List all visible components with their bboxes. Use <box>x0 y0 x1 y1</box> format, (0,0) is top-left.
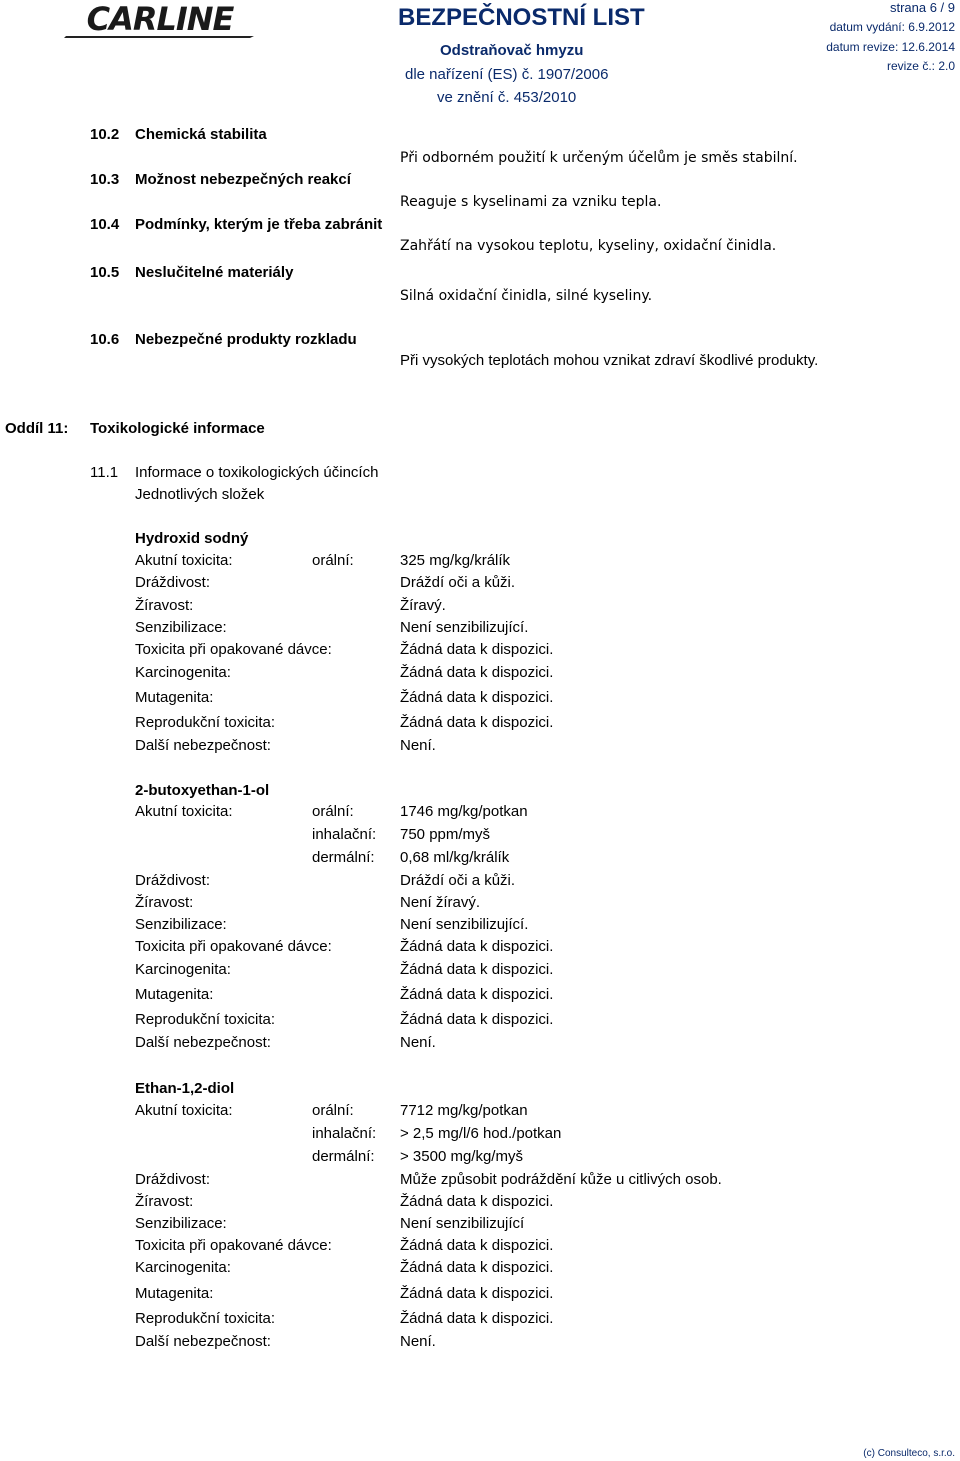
footer-copyright: (c) Consulteco, s.r.o. <box>863 1448 955 1459</box>
property-label: Senzibilizace: <box>135 1215 227 1232</box>
substance-name: 2-butoxyethan-1-ol <box>135 782 270 799</box>
section-10-6-number: 10.6 <box>90 331 120 348</box>
acute-toxicity-label: Akutní toxicita: <box>135 803 233 820</box>
subsection-11-1-title: Informace o toxikologických účincích <box>135 464 379 481</box>
property-label: Karcinogenita: <box>135 664 231 681</box>
property-label: Reprodukční toxicita: <box>135 1310 276 1327</box>
section-10-2-text: Při odborném použití k určeným účelům je směs stabilní. <box>400 150 798 166</box>
property-label: Dráždivost: <box>135 1171 211 1188</box>
route-label: dermální: <box>312 1148 375 1165</box>
property-value: Žádná data k dispozici. <box>400 1310 554 1327</box>
property-value: Není senzibilizující. <box>400 619 529 636</box>
property-label: Karcinogenita: <box>135 1259 231 1276</box>
logo-text: CARLINE <box>86 0 234 38</box>
revision-number: revize č.: 2.0 <box>886 59 955 73</box>
route-label: inhalační: <box>312 826 377 843</box>
property-label: Toxicita při opakované dávce: <box>135 641 332 658</box>
property-value: Žíravý. <box>400 597 446 614</box>
section-10-3-text: Reaguje s kyselinami za vzniku tepla. <box>400 194 662 210</box>
property-value: Dráždí oči a kůži. <box>400 574 516 591</box>
regulation-reference: dle nařízení (ES) č. 1907/2006 <box>405 66 609 83</box>
property-label: Karcinogenita: <box>135 961 231 978</box>
route-label: orální: <box>312 552 354 569</box>
section-11-title: Toxikologické informace <box>90 420 265 437</box>
route-value: 0,68 ml/kg/králík <box>400 849 510 866</box>
acute-toxicity-label: Akutní toxicita: <box>135 552 233 569</box>
section-10-6-text: Při vysokých teplotách mohou vznikat zdraví škodlivé produkty. <box>400 352 819 369</box>
property-label: Další nebezpečnost: <box>135 1034 271 1051</box>
property-label: Mutagenita: <box>135 689 214 706</box>
property-value: Žádná data k dispozici. <box>400 961 554 978</box>
revision-date: datum revize: 12.6.2014 <box>826 40 955 54</box>
property-value: Žádná data k dispozici. <box>400 689 554 706</box>
document-title: BEZPEČNOSTNÍ LIST <box>398 4 645 31</box>
section-10-4-title: Podmínky, kterým je třeba zabránit <box>135 216 383 233</box>
property-value: Není. <box>400 1034 436 1051</box>
property-label: Reprodukční toxicita: <box>135 714 276 731</box>
route-value: > 3500 mg/kg/myš <box>400 1148 523 1165</box>
subsection-11-1-subtitle: Jednotlivých složek <box>135 486 265 503</box>
property-label: Reprodukční toxicita: <box>135 1011 276 1028</box>
property-label: Další nebezpečnost: <box>135 1333 271 1350</box>
property-value: Žádná data k dispozici. <box>400 714 554 731</box>
property-value: Není. <box>400 737 436 754</box>
route-label: orální: <box>312 1102 354 1119</box>
section-10-5-number: 10.5 <box>90 264 120 281</box>
page-number: strana 6 / 9 <box>889 0 955 15</box>
issue-date: datum vydání: 6.9.2012 <box>829 20 955 34</box>
section-10-4-number: 10.4 <box>90 216 120 233</box>
subsection-11-1-number: 11.1 <box>90 464 119 481</box>
property-label: Mutagenita: <box>135 986 214 1003</box>
property-label: Mutagenita: <box>135 1285 214 1302</box>
route-label: dermální: <box>312 849 375 866</box>
route-value: > 2,5 mg/l/6 hod./potkan <box>400 1125 562 1142</box>
property-label: Žíravost: <box>135 597 194 614</box>
substance-name: Hydroxid sodný <box>135 530 249 547</box>
section-10-6-title: Nebezpečné produkty rozkladu <box>135 331 357 348</box>
property-value: Není. <box>400 1333 436 1350</box>
carline-logo <box>62 0 258 40</box>
property-label: Dráždivost: <box>135 574 211 591</box>
substance-name: Ethan-1,2-diol <box>135 1080 235 1097</box>
section-10-3-title: Možnost nebezpečných reakcí <box>135 171 351 188</box>
property-label: Toxicita při opakované dávce: <box>135 938 332 955</box>
property-value: Žádná data k dispozici. <box>400 664 554 681</box>
section-11-label: Oddíl 11: <box>5 420 69 437</box>
section-10-5-title: Neslučitelné materiály <box>135 264 294 281</box>
property-value: Žádná data k dispozici. <box>400 1237 554 1254</box>
section-10-2-title: Chemická stabilita <box>135 126 267 143</box>
route-value: 750 ppm/myš <box>400 826 491 843</box>
property-label: Žíravost: <box>135 1193 194 1210</box>
property-value: Žádná data k dispozici. <box>400 641 554 658</box>
property-value: Dráždí oči a kůži. <box>400 872 516 889</box>
property-value: Není senzibilizující. <box>400 916 529 933</box>
section-10-4-text: Zahřátí na vysokou teplotu, kyseliny, oxidační činidla. <box>400 238 777 254</box>
section-10-2-number: 10.2 <box>90 126 120 143</box>
route-value: 1746 mg/kg/potkan <box>400 803 528 820</box>
product-name: Odstraňovač hmyzu <box>440 42 584 59</box>
property-label: Další nebezpečnost: <box>135 737 271 754</box>
property-value: Žádná data k dispozici. <box>400 1193 554 1210</box>
route-value: 325 mg/kg/králík <box>400 552 511 569</box>
section-10-5-text: Silná oxidační činidla, silné kyseliny. <box>400 288 653 304</box>
property-value: Žádná data k dispozici. <box>400 1011 554 1028</box>
property-value: Žádná data k dispozici. <box>400 986 554 1003</box>
property-value: Žádná data k dispozici. <box>400 1259 554 1276</box>
route-label: inhalační: <box>312 1125 377 1142</box>
property-value: Není žíravý. <box>400 894 481 911</box>
property-value: Není senzibilizující <box>400 1215 525 1232</box>
amendment-reference: ve znění č. 453/2010 <box>437 89 577 106</box>
property-label: Senzibilizace: <box>135 619 227 636</box>
property-label: Senzibilizace: <box>135 916 227 933</box>
property-value: Žádná data k dispozici. <box>400 938 554 955</box>
property-label: Toxicita při opakované dávce: <box>135 1237 332 1254</box>
property-value: Žádná data k dispozici. <box>400 1285 554 1302</box>
property-label: Žíravost: <box>135 894 194 911</box>
acute-toxicity-label: Akutní toxicita: <box>135 1102 233 1119</box>
property-label: Dráždivost: <box>135 872 211 889</box>
route-value: 7712 mg/kg/potkan <box>400 1102 528 1119</box>
route-label: orální: <box>312 803 354 820</box>
section-10-3-number: 10.3 <box>90 171 120 188</box>
property-value: Může způsobit podráždění kůže u citlivých osob. <box>400 1171 722 1188</box>
